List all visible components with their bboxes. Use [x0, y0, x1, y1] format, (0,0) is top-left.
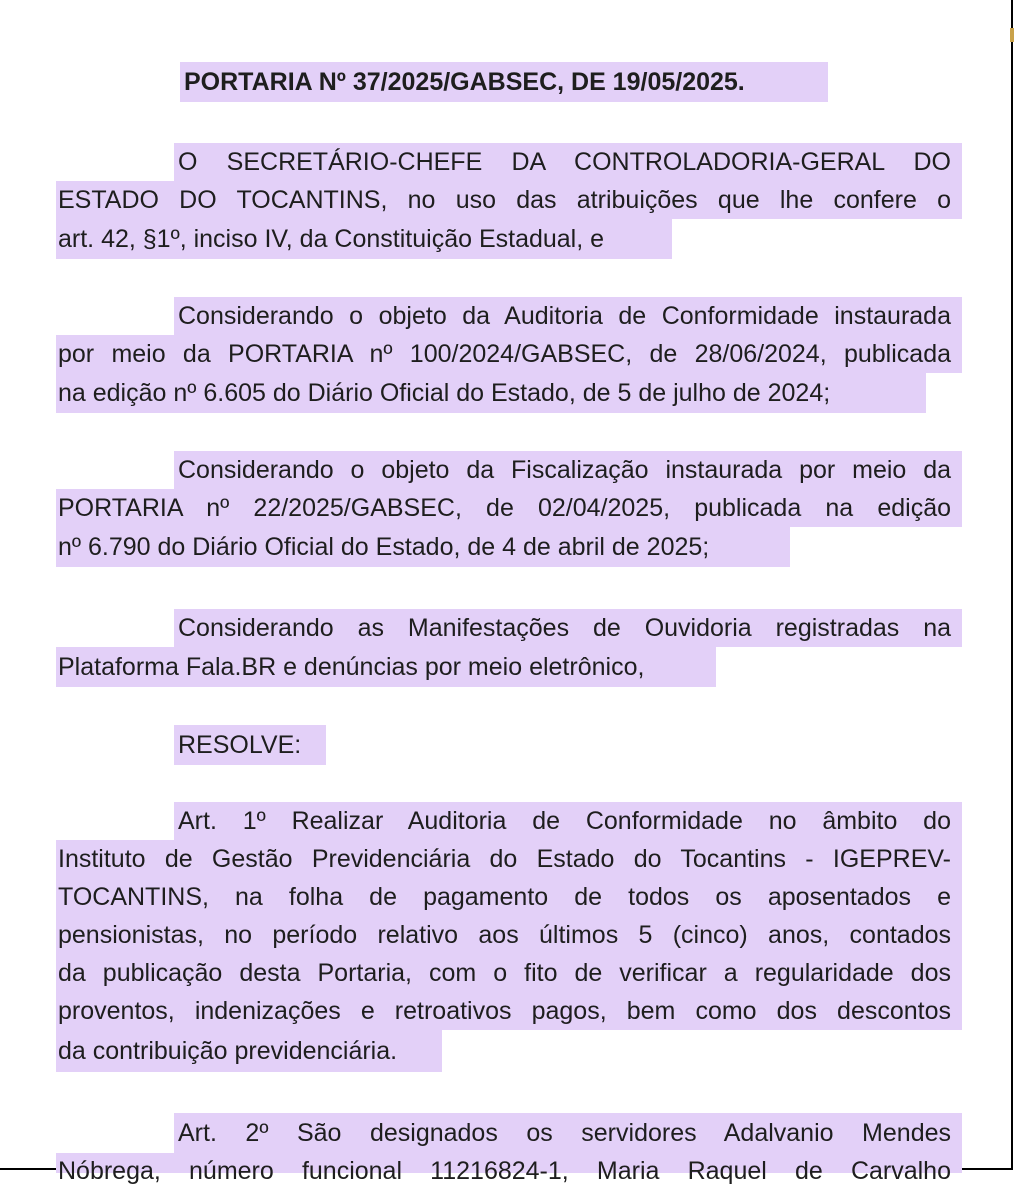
- art1-line: da publicação desta Portaria, com o fito de verificar a regularidade dos: [58, 959, 951, 987]
- considerando-2-line: nº 6.790 do Diário Oficial do Estado, de 4 de abril de 2025;: [58, 533, 710, 561]
- art1-line: da contribuição previdenciária.: [58, 1037, 398, 1065]
- art1-line: pensionistas, no período relativo aos últimos 5 (cinco) anos, contados: [58, 921, 951, 949]
- art1-line: proventos, indenizações e retroativos pagos, bem como dos descontos: [58, 997, 951, 1025]
- resolve-heading: RESOLVE:: [178, 731, 302, 759]
- page-title: PORTARIA Nº 37/2025/GABSEC, DE 19/05/2025.: [184, 68, 745, 96]
- considerando-3-line: Plataforma Fala.BR e denúncias por meio eletrônico,: [58, 653, 645, 681]
- considerando-1-line: Considerando o objeto da Auditoria de Conformidade instaurada: [178, 302, 951, 330]
- considerando-2-line: Considerando o objeto da Fiscalização instaurada por meio da: [178, 456, 951, 484]
- preamble-line: art. 42, §1º, inciso IV, da Constituição Estadual, e: [58, 225, 605, 253]
- considerando-3-line: Considerando as Manifestações de Ouvidoria registradas na: [178, 614, 951, 642]
- edge-mark: [1010, 28, 1014, 42]
- art1-line: TOCANTINS, na folha de pagamento de todos os aposentados e: [58, 883, 951, 911]
- considerando-1-line: na edição nº 6.605 do Diário Oficial do Estado, de 5 de julho de 2024;: [58, 379, 831, 407]
- preamble-line: O SECRETÁRIO-CHEFE DA CONTROLADORIA-GERAL DO: [178, 148, 951, 176]
- art2-line: Art. 2º São designados os servidores Adalvanio Mendes: [178, 1119, 951, 1147]
- considerando-1-line: por meio da PORTARIA nº 100/2024/GABSEC, de 28/06/2024, publicada: [58, 340, 951, 368]
- considerando-2-line: PORTARIA nº 22/2025/GABSEC, de 02/04/2025, publicada na edição: [58, 494, 951, 522]
- art1-line: Instituto de Gestão Previdenciária do Estado do Tocantins - IGEPREV-: [58, 845, 951, 873]
- preamble-line: ESTADO DO TOCANTINS, no uso das atribuições que lhe confere o: [58, 186, 951, 214]
- art2-line: Nóbrega, número funcional 11216824-1, Maria Raquel de Carvalho: [58, 1157, 951, 1185]
- art1-line: Art. 1º Realizar Auditoria de Conformidade no âmbito do: [178, 807, 951, 835]
